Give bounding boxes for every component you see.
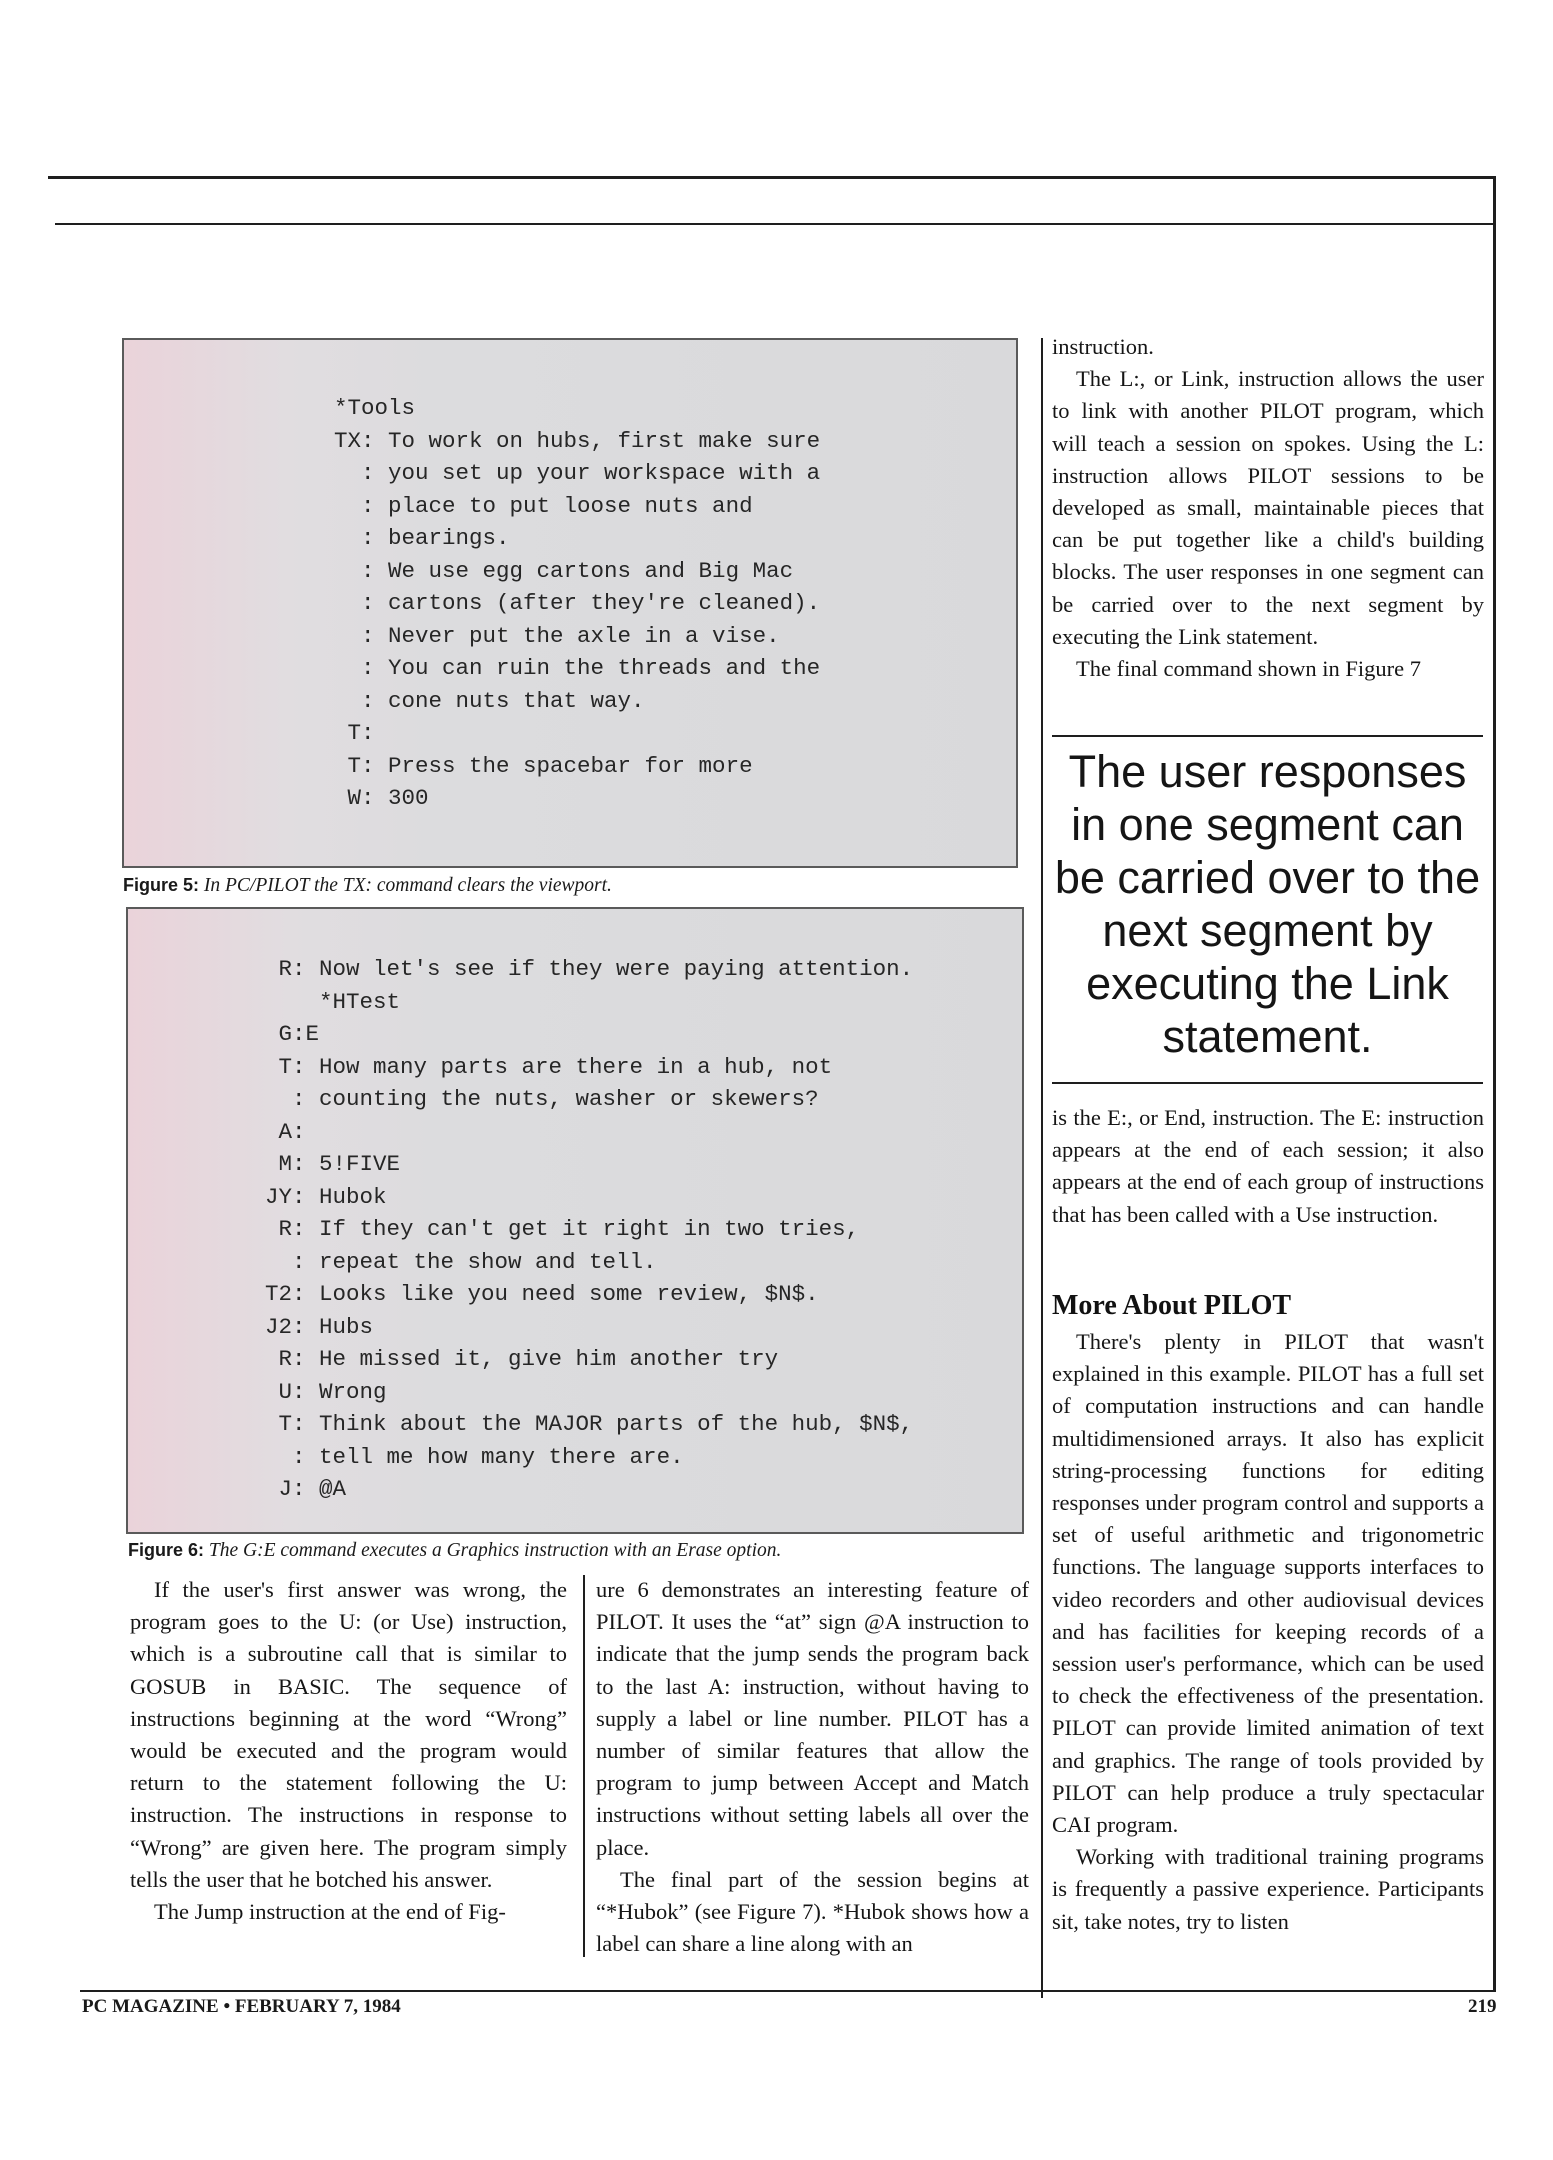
column-3-bottom-paragraph: There's plenty in PILOT that wasn't explained in this example. PILOT has a full set of computation instructions and can handle multidimensioned arrays. It also has explicit string-processing functions for editing responses under program control and supports a set of useful arithmetic and trigonometric functions. The language supports interfaces to video recorders and other audiovisual devices and has facilities for keeping records of a session user's performance, which can be used to check the effectiveness of the presentation. PILOT can provide limited animation of text and graphics. The range of tools provided by PILOT can help produce a truly spectacular CAI program. [1052,1329,1484,1838]
column-1-paragraph: If the user's first answer was wrong, the program goes to the U: (or Use) instruction, which is a subroutine call that is similar to GOSUB in BASIC. The sequence of instructions beginning at the word “Wrong” would be executed and the program would return to the statement following the U: instruction. The instructions in response to “Wrong” are given here. The program simply tells the user that he botched his answer. [130,1577,567,1892]
right-frame-rule [1493,176,1496,1991]
figure-6-code: R: Now let's see if they were paying attention. *HTest G:E T: How many parts are there in a hub, not : counting the nuts, washer or skewers? A: M: 5!FIVE JY: Hubok R: If they can't get it right in two tries, : repeat the show and tell. T2: Looks like you need some review, $N$. J2: Hubs R: He missed it, give him another try U: Wrong T: Think about the MAJOR parts of the hub, $N$, : tell me how many there are. J: @A [265,956,914,1502]
figure-6-caption [128,1540,781,1562]
pullquote-bottom-rule [1052,1082,1483,1084]
column-2-paragraph: ure 6 demonstrates an interesting feature of PILOT. It uses the “at” sign @A instruction to indicate that the jump sends the program back to the last A: instruction, without having to supply a label or line number. PILOT has a number of similar features that allow the program to jump between Accept and Match instructions without setting labels all over the place. [596,1577,1029,1860]
column-1-text [130,1574,567,1928]
top-rule [48,176,1496,179]
column-3-mid-text [1052,1102,1484,1231]
header-rule [55,223,1495,225]
figure-5-caption [123,875,612,897]
column-3-mid-paragraph: is the E:, or End, instruction. The E: instruction appears at the end of each session; it also appears at the end of each group of instructions that has been called with a Use instruction. [1052,1105,1484,1227]
column-divider-left [583,1575,585,1957]
footer-publication: PC MAGAZINE • FEBRUARY 7, 1984 [82,1996,401,2017]
column-3-paragraph: The L:, or Link, instruction allows the user to link with another PILOT program, which will teach a session on spokes. Using the L: instruction allows PILOT sessions to be developed as small, maintainable pieces that can be put together like a child's building blocks. The user responses in one segment can be carried over to the next segment by executing the Link statement. [1052,366,1484,649]
column-3-bottom-paragraph: Working with traditional training programs is frequently a passive experience. Participants sit, take notes, try to listen [1052,1844,1484,1934]
column-1-paragraph: The Jump instruction at the end of Fig- [154,1899,506,1925]
figure-5-code: *Tools TX: To work on hubs, first make sure : you set up your workspace with a : place to put loose nuts and : bearings. : We use egg cartons and Big Mac : cartons (after they're cleaned). : Never put the axle in a vise. : You can ruin the threads and the : cone nuts that way. T: T: Press the spacebar for more W: 300 [334,395,821,811]
page-number: 219 [1468,1996,1497,2017]
column-3-paragraph: The final command shown in Figure 7 [1076,656,1421,682]
figure-5-panel [122,338,1018,868]
figure-6-panel [126,907,1024,1534]
figure-6-caption-text: The G:E command executes a Graphics instruction with an Erase option. [208,1540,782,1561]
column-3-top-text [1052,331,1484,685]
column-divider-right [1041,338,1043,1998]
column-2-paragraph: The final part of the session begins at “*Hubok” (see Figure 7). *Hubok shows how a label can share a line along with an [596,1866,1029,1957]
figure-6-caption-label: Figure 6: [128,1540,205,1560]
column-3-bottom-text [1052,1326,1484,1938]
section-heading: More About PILOT [1052,1290,1292,1321]
figure-5-caption-text: In PC/PILOT the TX: command clears the viewport. [203,875,612,896]
figure-5-caption-label: Figure 5: [123,875,200,895]
pullquote-top-rule [1052,735,1483,737]
column-3-paragraph: instruction. [1052,334,1154,359]
footer-rule [80,1990,1496,1992]
pull-quote: The user responses in one segment can be carried over to the next segment by executing the Link statement. [1054,746,1481,1062]
column-2-text [596,1574,1029,1960]
